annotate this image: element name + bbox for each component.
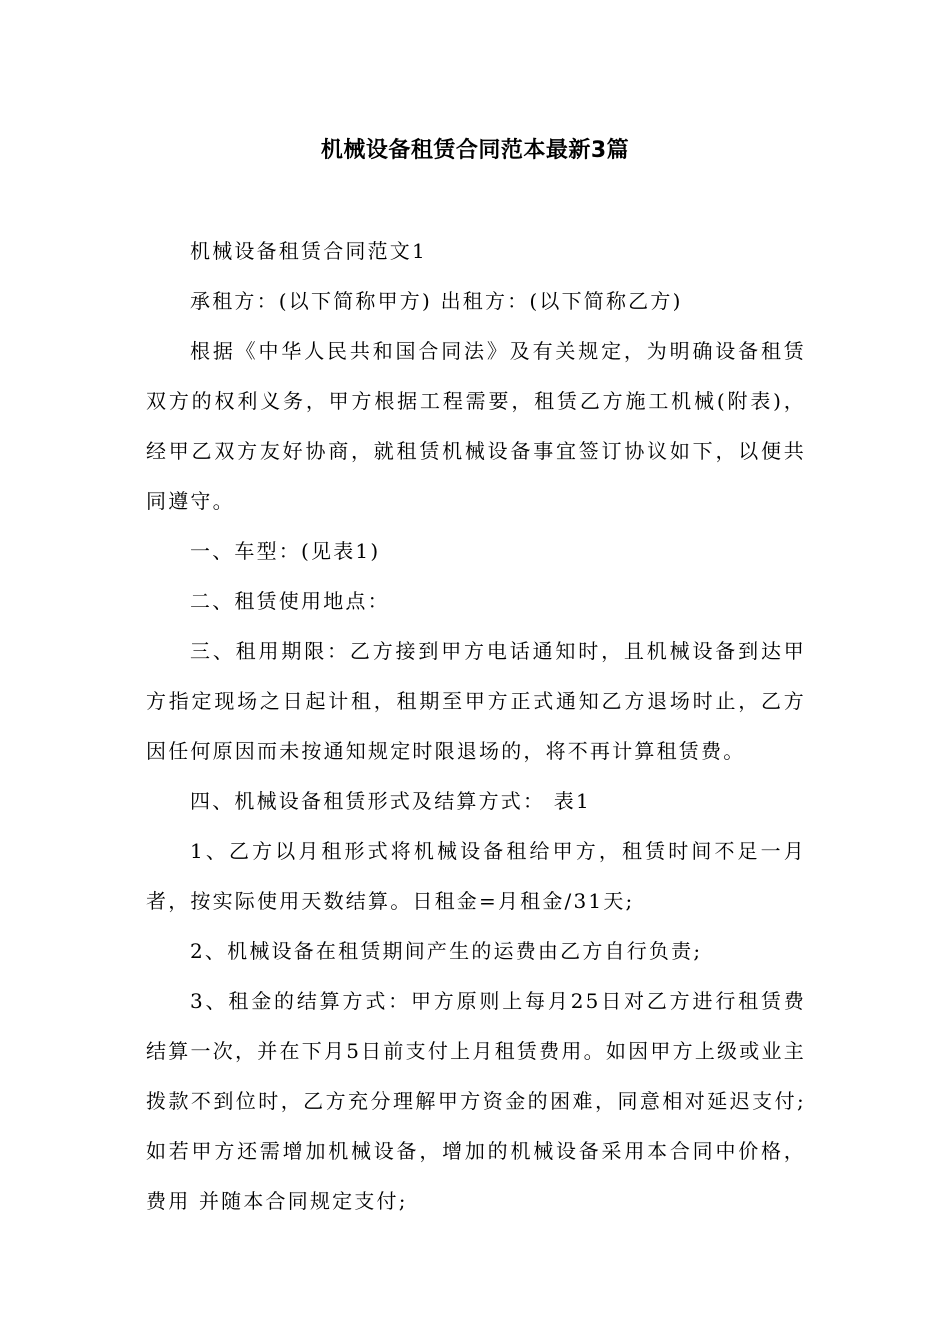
preamble-paragraph: 根据《中华人民共和国合同法》及有关规定，为明确设备租赁双方的权利义务，甲方根据工程需要，租赁乙方施工机械(附表)，经甲乙双方友好协商，就租赁机械设备事宜签订协议如下，以便共同遵守。 bbox=[146, 339, 806, 513]
document-body bbox=[146, 226, 806, 1226]
clause-location: 二、租赁使用地点： bbox=[190, 589, 390, 613]
clause-item-1: 1、乙方以月租形式将机械设备租给甲方，租赁时间不足一月者，按实际使用天数结算。日租金=月租金/31天; bbox=[146, 839, 806, 913]
parties-line: 承租方：(以下简称甲方) 出租方：(以下简称乙方) bbox=[190, 289, 683, 313]
clause-item-2: 2、机械设备在租赁期间产生的运费由乙方自行负责; bbox=[190, 939, 703, 963]
clause-settlement: 四、机械设备租赁形式及结算方式： 表1 bbox=[190, 789, 591, 813]
clause-vehicle-type: 一、车型：(见表1) bbox=[190, 539, 381, 563]
clause-item-3: 3、租金的结算方式：甲方原则上每月25日对乙方进行租赁费结算一次，并在下月5日前支付上月租赁费用。如因甲方上级或业主拨款不到位时，乙方充分理解甲方资金的困难，同意相对延迟支付;如若甲方还需增加机械设备，增加的机械设备采用本合同中价格，费用 并随本合同规定支付; bbox=[146, 989, 806, 1213]
document-title: 机械设备租赁合同范本最新3篇 bbox=[320, 138, 630, 163]
section-heading: 机械设备租赁合同范文1 bbox=[190, 239, 427, 263]
clause-term: 三、租用期限：乙方接到甲方电话通知时，且机械设备到达甲方指定现场之日起计租，租期至甲方正式通知乙方退场时止，乙方因任何原因而未按通知规定时限退场的，将不再计算租赁费。 bbox=[146, 639, 806, 763]
